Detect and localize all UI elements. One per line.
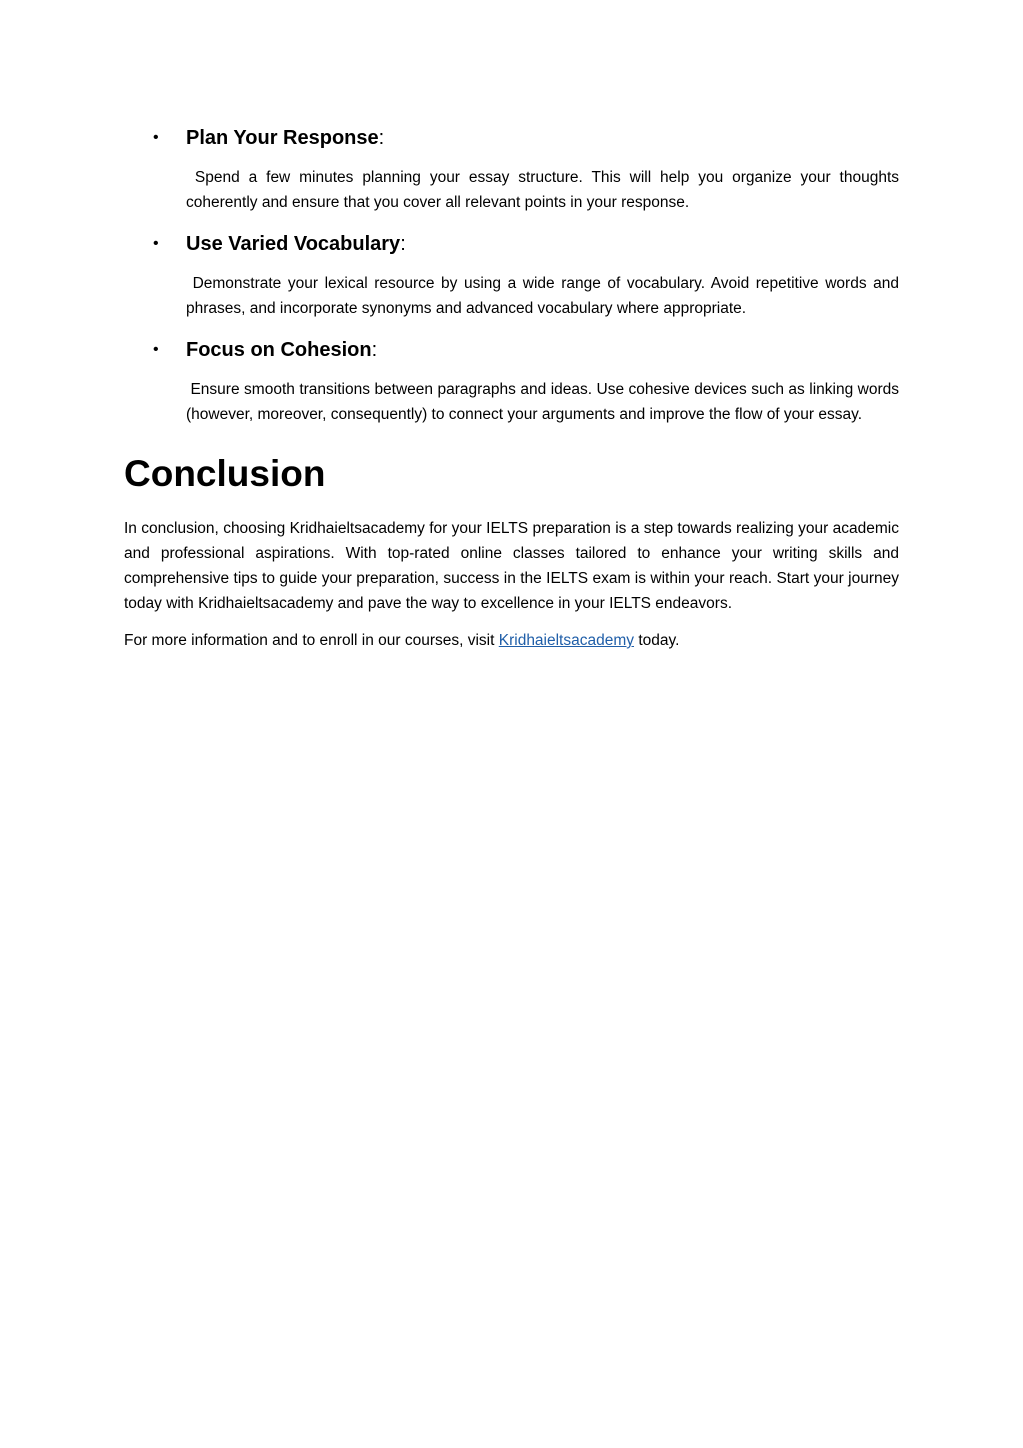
cta-text-before: For more information and to enroll in our courses, visit <box>124 632 499 649</box>
document-page <box>124 124 904 665</box>
tip-title: Plan Your Response <box>186 127 379 149</box>
kridhaieltsacademy-link[interactable]: Kridhaieltsacademy <box>498 632 635 649</box>
tip-item-focus-cohesion <box>124 336 904 427</box>
tip-body: Spend a few minutes planning your essay structure. This will help you organize your thoughts coherently and ensure that you cover all relevant points in your response. <box>186 169 904 211</box>
tip-heading <box>186 230 899 258</box>
tip-title: Use Varied Vocabulary <box>186 233 401 255</box>
tip-colon: : <box>371 339 378 361</box>
bullet-icon: • <box>153 235 159 252</box>
tip-heading <box>186 124 899 152</box>
tip-item-varied-vocabulary <box>124 230 904 321</box>
call-to-action <box>124 628 899 653</box>
tip-body: Ensure smooth transitions between paragraphs and ideas. Use cohesive devices such as linking words (however, moreover, consequently) to connect your arguments and improve the flow of your essay. <box>186 381 904 423</box>
conclusion-paragraph: In conclusion, choosing Kridhaieltsacademy for your IELTS preparation is a step towards realizing your academic and professional aspirations. With top-rated online classes tailored to enhance your writing skills and comprehensive tips to guide your preparation, success in the IELTS exam is within your reach. Start your journey today with Kridhaieltsacademy and pave the way to excellence in your IELTS endeavors. <box>124 520 899 612</box>
tip-body: Demonstrate your lexical resource by using a wide range of vocabulary. Avoid repetitive words and phrases, and incorporate synonyms and advanced vocabulary where appropriate. <box>186 275 904 317</box>
tip-colon: : <box>378 127 385 149</box>
tip-item-plan-response <box>124 124 904 215</box>
cta-text-after: today. <box>634 632 680 649</box>
conclusion-heading: Conclusion <box>124 453 326 494</box>
tip-heading <box>186 336 899 364</box>
bullet-icon: • <box>153 129 159 146</box>
tips-list <box>124 124 904 427</box>
tip-title: Focus on Cohesion <box>186 339 372 361</box>
tip-colon: : <box>400 233 406 255</box>
bullet-icon: • <box>153 341 159 358</box>
